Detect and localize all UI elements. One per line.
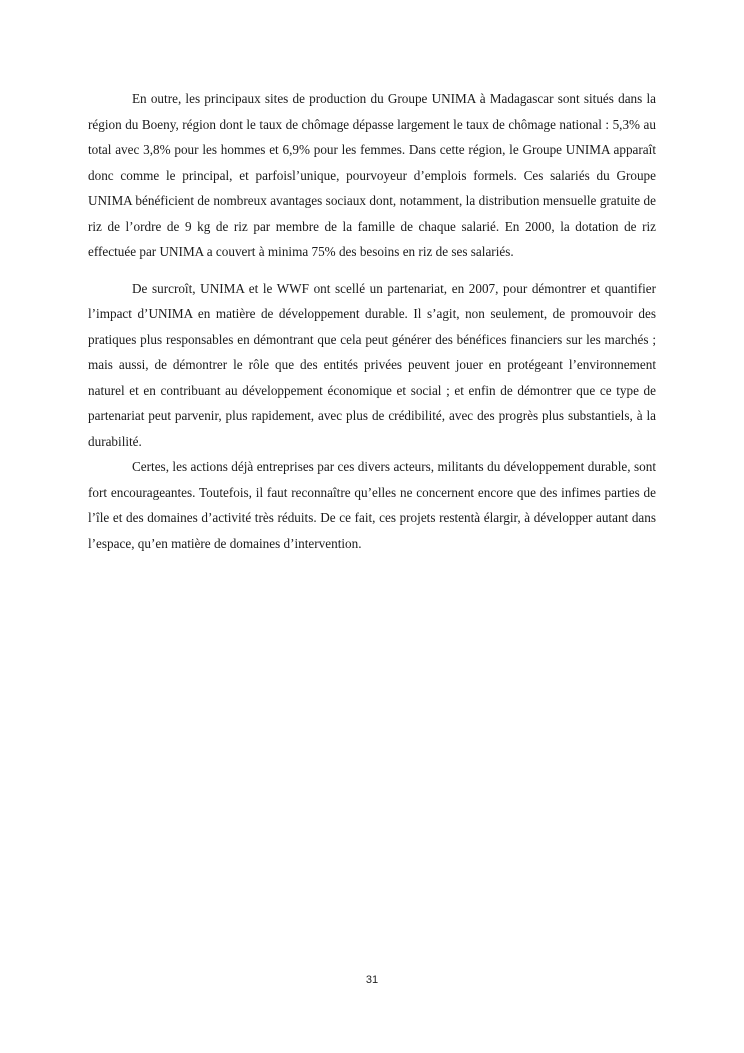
paragraph-unima-boeny: En outre, les principaux sites de production du Groupe UNIMA à Madagascar sont situés dans la région du Boeny, région dont le taux de chômage dépasse largement le taux de chômage national : 5,3% au total avec 3,8% pour les hommes et 6,9% pour les femmes. Dans cette région, le Groupe UNIMA apparaît donc comme le principal, et parfoisl’unique, pourvoyeur d’emplois formels. Ces salariés du Groupe UNIMA bénéficient de nombreux avantages sociaux dont, notamment, la distribution mensuelle gratuite de riz de l’ordre de 9 kg de riz par membre de la famille de chaque salarié. En 2000, la dotation de riz effectuée par UNIMA a couvert à minima 75% des besoins en riz de ses salariés.: [88, 91, 656, 259]
page-number: 31: [365, 974, 379, 986]
paragraph-actions-encourageantes: Certes, les actions déjà entreprises par ces divers acteurs, militants du développement durable, sont fort encourageantes. Toutefois, il faut reconnaître qu’elles ne concernent encore que des infimes parties de l’île et des domaines d’activité très réduits. De ce fait, ces projets restentà élargir, à développer autant dans l’espace, qu’en matière de domaines d’intervention.: [88, 459, 656, 551]
document-body: [88, 86, 656, 556]
paragraph-unima-wwf-partnership: De surcroît, UNIMA et le WWF ont scellé un partenariat, en 2007, pour démontrer et quantifier l’impact d’UNIMA en matière de développement durable. Il s’agit, non seulement, de promouvoir des pratiques plus responsables en démontrant que cela peut générer des bénéfices financiers sur les marchés ; mais aussi, de démontrer le rôle que des entités privées peuvent jouer en protégeant l’environnement naturel et en contribuant au développement économique et social ; et enfin de démontrer que ce type de partenariat peut parvenir, plus rapidement, avec plus de crédibilité, avec des progrès plus substantiels, à la durabilité.: [88, 280, 656, 449]
